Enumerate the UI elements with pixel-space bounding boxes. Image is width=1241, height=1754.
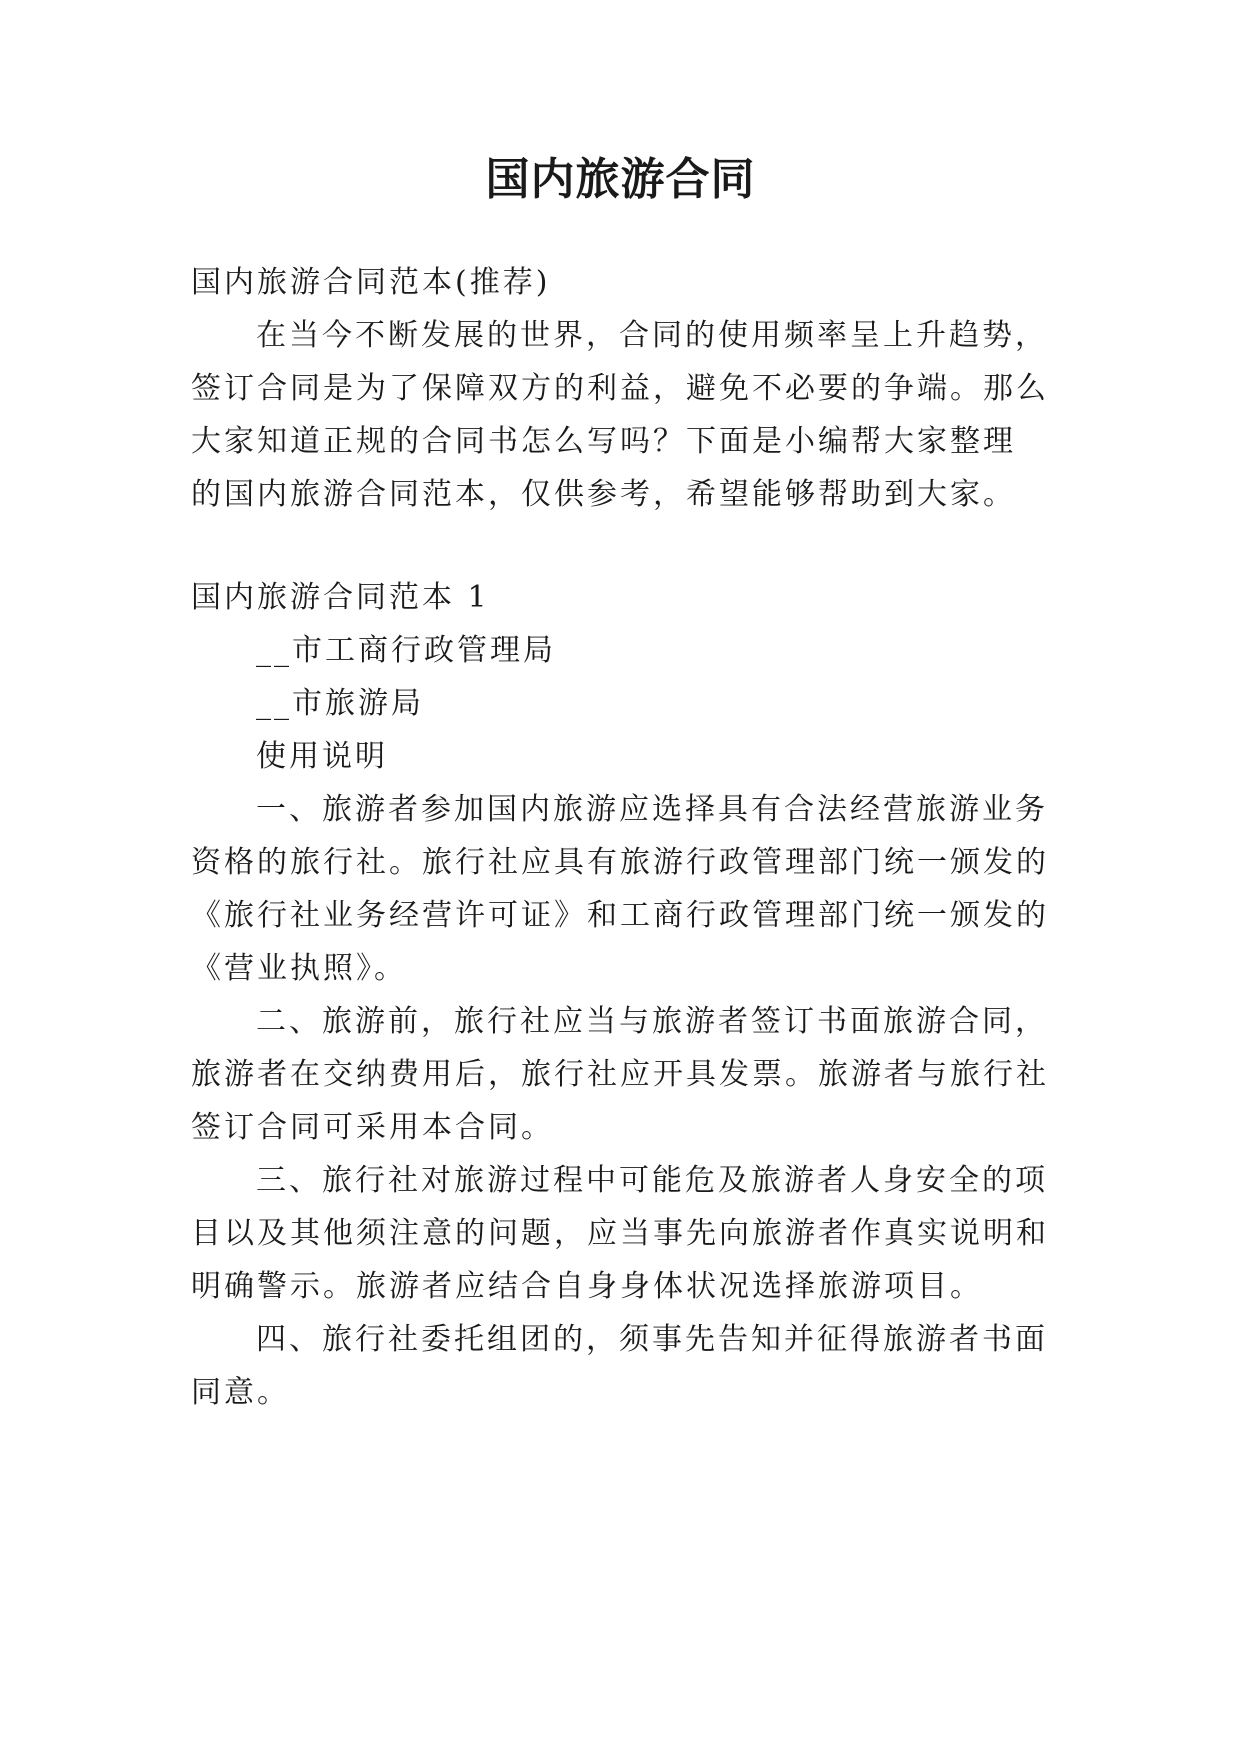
clause-line: 同意。 (191, 1375, 290, 1410)
clause-line: 《营业执照》。 (191, 951, 407, 986)
clause-line: 目以及其他须注意的问题，应当事先向旅游者作真实说明和 (191, 1216, 1049, 1251)
clause-line: 明确警示。旅游者应结合自身身体状况选择旅游项目。 (191, 1269, 983, 1304)
clause-line: 二、旅游前，旅行社应当与旅游者签订书面旅游合同， (256, 1004, 1048, 1039)
document-title: 国内旅游合同 (485, 154, 756, 205)
intro-line: 大家知道正规的合同书怎么写吗？下面是小编帮大家整理 (191, 424, 1016, 459)
clause-line: 资格的旅行社。旅行社应具有旅游行政管理部门统一颁发的 (191, 845, 1049, 880)
intro-line: 签订合同是为了保障双方的利益，避免不必要的争端。那么 (191, 371, 1049, 406)
usage-heading: 使用说明 (256, 739, 388, 774)
subtitle-line: 国内旅游合同范本(推荐) (191, 265, 551, 300)
section-heading: 国内旅游合同范本 1 (191, 580, 490, 615)
clause-line: 三、旅行社对旅游过程中可能危及旅游者人身安全的项 (256, 1163, 1048, 1198)
issuer-line: __市工商行政管理局 (256, 633, 556, 668)
clause-line: 旅游者在交纳费用后，旅行社应开具发票。旅游者与旅行社 (191, 1057, 1049, 1092)
clause-line: 《旅行社业务经营许可证》和工商行政管理部门统一颁发的 (191, 898, 1049, 933)
issuer-line: __市旅游局 (256, 686, 424, 721)
clause-line: 签订合同可采用本合同。 (191, 1110, 554, 1145)
clause-line: 一、旅游者参加国内旅游应选择具有合法经营旅游业务 (256, 792, 1048, 827)
clause-line: 四、旅行社委托组团的，须事先告知并征得旅游者书面 (256, 1322, 1048, 1357)
intro-line: 的国内旅游合同范本，仅供参考，希望能够帮助到大家。 (191, 477, 1016, 512)
intro-line: 在当今不断发展的世界，合同的使用频率呈上升趋势， (256, 318, 1048, 353)
